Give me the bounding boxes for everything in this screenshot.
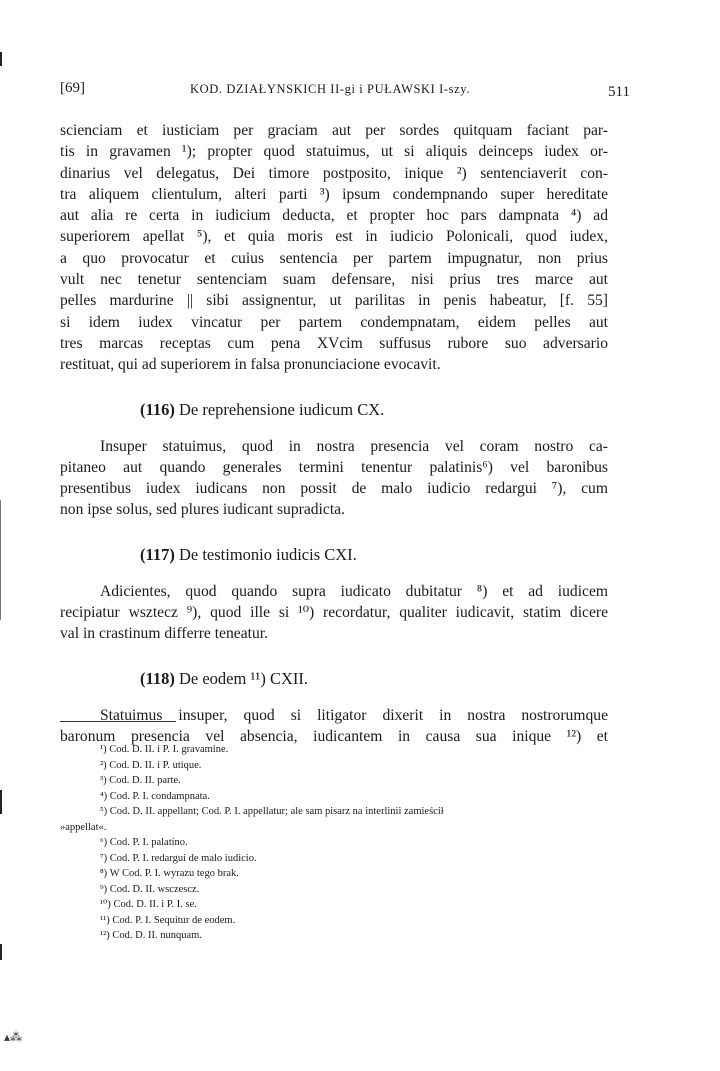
footnote-divider	[60, 721, 176, 722]
text-line: vult nec tenetur sentenciam suam defensare, nisi prius tres marce aut	[60, 271, 608, 289]
scan-margin-mark	[0, 52, 2, 66]
section-heading-117	[140, 545, 608, 565]
section-number: (116)	[140, 399, 175, 419]
scan-margin-mark	[0, 500, 1, 620]
footnote: ⁴) Cod. P. I. condampnata.	[100, 790, 210, 802]
section-title: De testimonio iudicis CXI.	[178, 544, 357, 564]
paragraph-118	[60, 705, 608, 748]
text-line: pelles mardurine || sibi assignentur, ut parilitas in penis habeatur, [f. 55]	[60, 292, 608, 310]
text-line: restituat, qui ad superiorem in falsa pronunciacione evocavit.	[60, 356, 441, 374]
text-line: recipiatur wsztecz ⁹), quod ille si ¹⁰) recordatur, qualiter iudicavit, statim dicere	[60, 604, 608, 622]
section-title: De reprehensione iudicum CX.	[178, 399, 385, 419]
text-line: si idem iudex vincatur per partem condempnatam, eidem pelles aut	[60, 313, 608, 331]
text-line: presentibus iudex iudicans non possit de malo iudicio redargui ⁷), cum	[60, 480, 608, 498]
page-header	[60, 80, 630, 102]
text-line: val in crastinum differre teneatur.	[60, 625, 268, 643]
scan-artifact-icon: ▴⁂	[4, 1030, 23, 1044]
text-line: Adicientes, quod quando supra iudicato dubitatur ⁸) et ad iudicem	[100, 582, 608, 600]
section-number: (117)	[140, 544, 175, 564]
footnote: ³) Cod. D. II. parte.	[100, 775, 181, 786]
section-title: De eodem ¹¹) CXII.	[178, 668, 308, 688]
scan-margin-mark	[0, 790, 2, 814]
scan-margin-mark	[0, 944, 2, 960]
paragraph-116	[60, 436, 608, 521]
text-line: pitaneo aut quando generales termini tenentur palatinis⁶) vel baronibus	[60, 458, 608, 476]
text-line: dinarius vel delegatus, Dei timore postposito, inique ²) sentenciaverit con-	[60, 164, 608, 182]
text-line: tres marcas receptas cum pena XVcim suffusus rubore suo adversario	[60, 334, 608, 352]
footnote: ²) Cod. D. II. i P. utique.	[100, 759, 202, 771]
text-line: aut alia re certa in iudicium deducta, et propter hoc pars dampnata ⁴) ad	[60, 207, 608, 225]
text-line: scienciam et iusticiam per graciam aut per sordes quitquam faciant par-	[60, 122, 608, 139]
footnote: ⁵) Cod. D. II. appellant; Cod. P. I. appellatur; ale sam pisarz na interlinii zamieścił	[100, 806, 444, 817]
section-number: (118)	[140, 668, 175, 688]
footnote: ¹⁰) Cod. D. II. i P. I. se.	[100, 899, 197, 910]
footnotes	[60, 742, 620, 944]
text-line: Insuper statuimus, quod in nostra presencia vel coram nostro ca-	[100, 437, 608, 455]
footnote: ¹²) Cod. D. II. nunquam.	[100, 930, 202, 941]
text-line: tis in gravamen ¹); propter quod statuimus, ut si aliquis deinceps iudex or-	[60, 143, 608, 161]
footnote: ⁶) Cod. P. I. palatino.	[100, 837, 188, 848]
running-title: KOD. DZIAŁYNSKICH II-gi i PUŁAWSKI I-szy.	[190, 82, 471, 96]
section-heading-116	[140, 400, 608, 420]
page-number: 511	[608, 84, 630, 100]
text-line: a quo provocatur et cuius sentencia per partem impugnatur, non prius	[60, 249, 608, 267]
text-line: baronum presencia vel absencia, iudicantem in causa sua inique ¹²) et	[60, 727, 608, 745]
footnote: ¹¹) Cod. P. I. Sequitur de eodem.	[100, 914, 236, 926]
page-section-number: [69]	[60, 80, 85, 96]
paragraph-117	[60, 581, 608, 645]
footnote: ⁷) Cod. P. I. redargui de malo iudicio.	[100, 852, 257, 864]
main-text	[60, 120, 608, 747]
footnote-continuation: »appellat«.	[60, 821, 107, 833]
text-line: non ipse solus, sed plures iudicant supradicta.	[60, 501, 345, 519]
section-heading-118	[140, 669, 608, 689]
footnote: ⁹) Cod. D. II. wsczescz.	[100, 883, 200, 895]
paragraph-continued	[60, 120, 608, 376]
text-line: Statuimus insuper, quod si litigator dixerit in nostra nostrorumque	[100, 706, 608, 724]
text-line: superiorem apellat ⁵), et quia moris est in iudicio Polonicali, quod iudex,	[60, 228, 608, 246]
footnote: ⁸) W Cod. P. I. wyrazu tego brak.	[100, 868, 239, 879]
footnote: ¹) Cod. D. II. i P. I. gravamine.	[100, 744, 229, 755]
text-line: tra aliquem clientulum, alteri parti ³) ipsum condempnando super hereditate	[60, 185, 608, 203]
